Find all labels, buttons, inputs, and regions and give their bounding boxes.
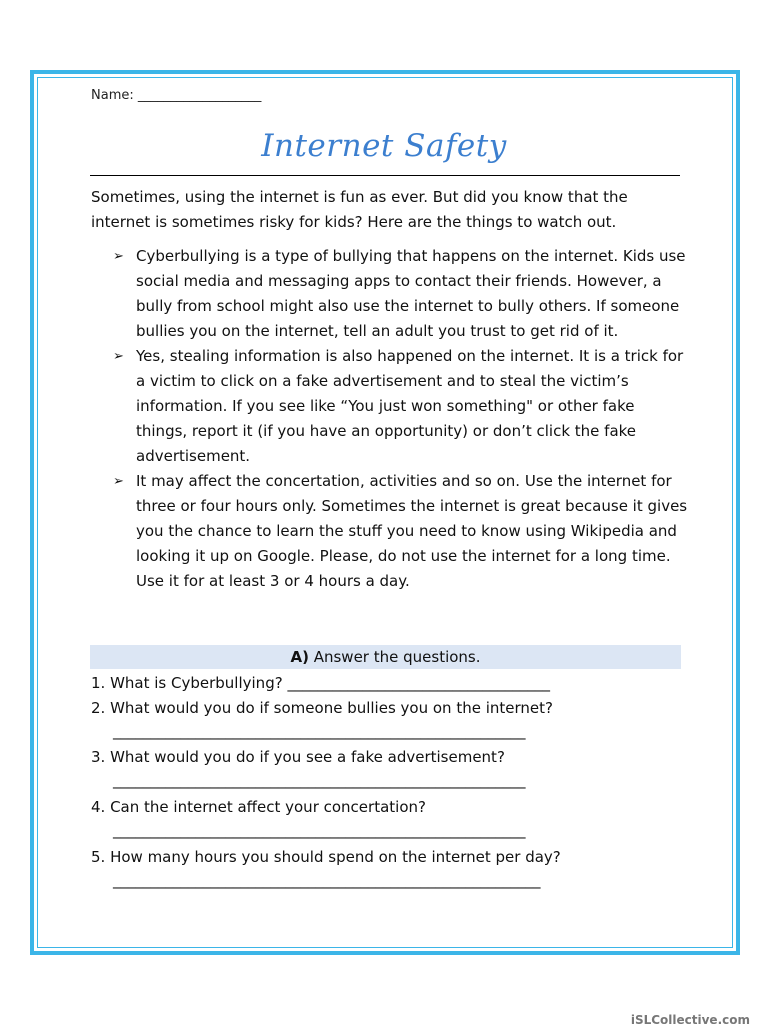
answer-line-2[interactable]: _______________________________________________________ — [113, 722, 526, 740]
name-field[interactable]: Name: ___________________ — [91, 88, 262, 103]
worksheet-title: Internet Safety — [261, 128, 507, 164]
question-5: 5. How many hours you should spend on the internet per day? — [91, 848, 561, 866]
section-banner — [90, 645, 681, 669]
site-credit: iSLCollective.com — [630, 1013, 750, 1027]
section-heading — [90, 645, 681, 669]
answer-line-5[interactable]: _________________________________________________________ — [113, 871, 541, 889]
question-3: 3. What would you do if you see a fake advertisement? — [91, 748, 505, 766]
intro-paragraph: Sometimes, using the internet is fun as ever. But did you know that the internet is sometimes risky for kids? Here are the things to watch out. — [91, 188, 628, 231]
answer-line-3[interactable]: _______________________________________________________ — [113, 771, 526, 789]
section-letter: A) — [290, 648, 309, 666]
question-4: 4. Can the internet affect your concertation? — [91, 798, 426, 816]
bullet-item — [113, 469, 688, 594]
question-1: 1. What is Cyberbullying? ___________________________________ — [91, 674, 550, 692]
title-underline — [90, 175, 680, 176]
arrow-bullet-icon: ➢ — [113, 249, 124, 264]
arrow-bullet-icon: ➢ — [113, 474, 124, 489]
bullet-item — [113, 344, 688, 469]
arrow-bullet-icon: ➢ — [113, 349, 124, 364]
bullet-item — [113, 244, 688, 344]
section-label: Answer the questions. — [313, 648, 481, 666]
bullet-text: Yes, stealing information is also happened on the internet. It is a trick for a victim to click on a fake advertisement and to steal the victim’s information. If you see like “You just won something" or other fake things, report it (if you have an opportunity) or don’t click the fake advertisement. — [136, 347, 684, 465]
bullet-text: Cyberbullying is a type of bullying that happens on the internet. Kids use social media and messaging apps to contact their friends. However, a bully from school might also use the internet to bully others. If someone bullies you on the internet, tell an adult you trust to get rid of it. — [136, 247, 686, 340]
bullet-list — [113, 244, 688, 594]
bullet-text: It may affect the concertation, activities and so on. Use the internet for three or four hours only. Sometimes the internet is great because it gives you the chance to learn the stuff you need to know using Wikipedia and looking it up on Google. Please, do not use the internet for a long time. Use it for at least 3 or 4 hours a day. — [136, 472, 688, 590]
question-2: 2. What would you do if someone bullies you on the internet? — [91, 699, 553, 717]
answer-line-4[interactable]: _______________________________________________________ — [113, 821, 526, 839]
